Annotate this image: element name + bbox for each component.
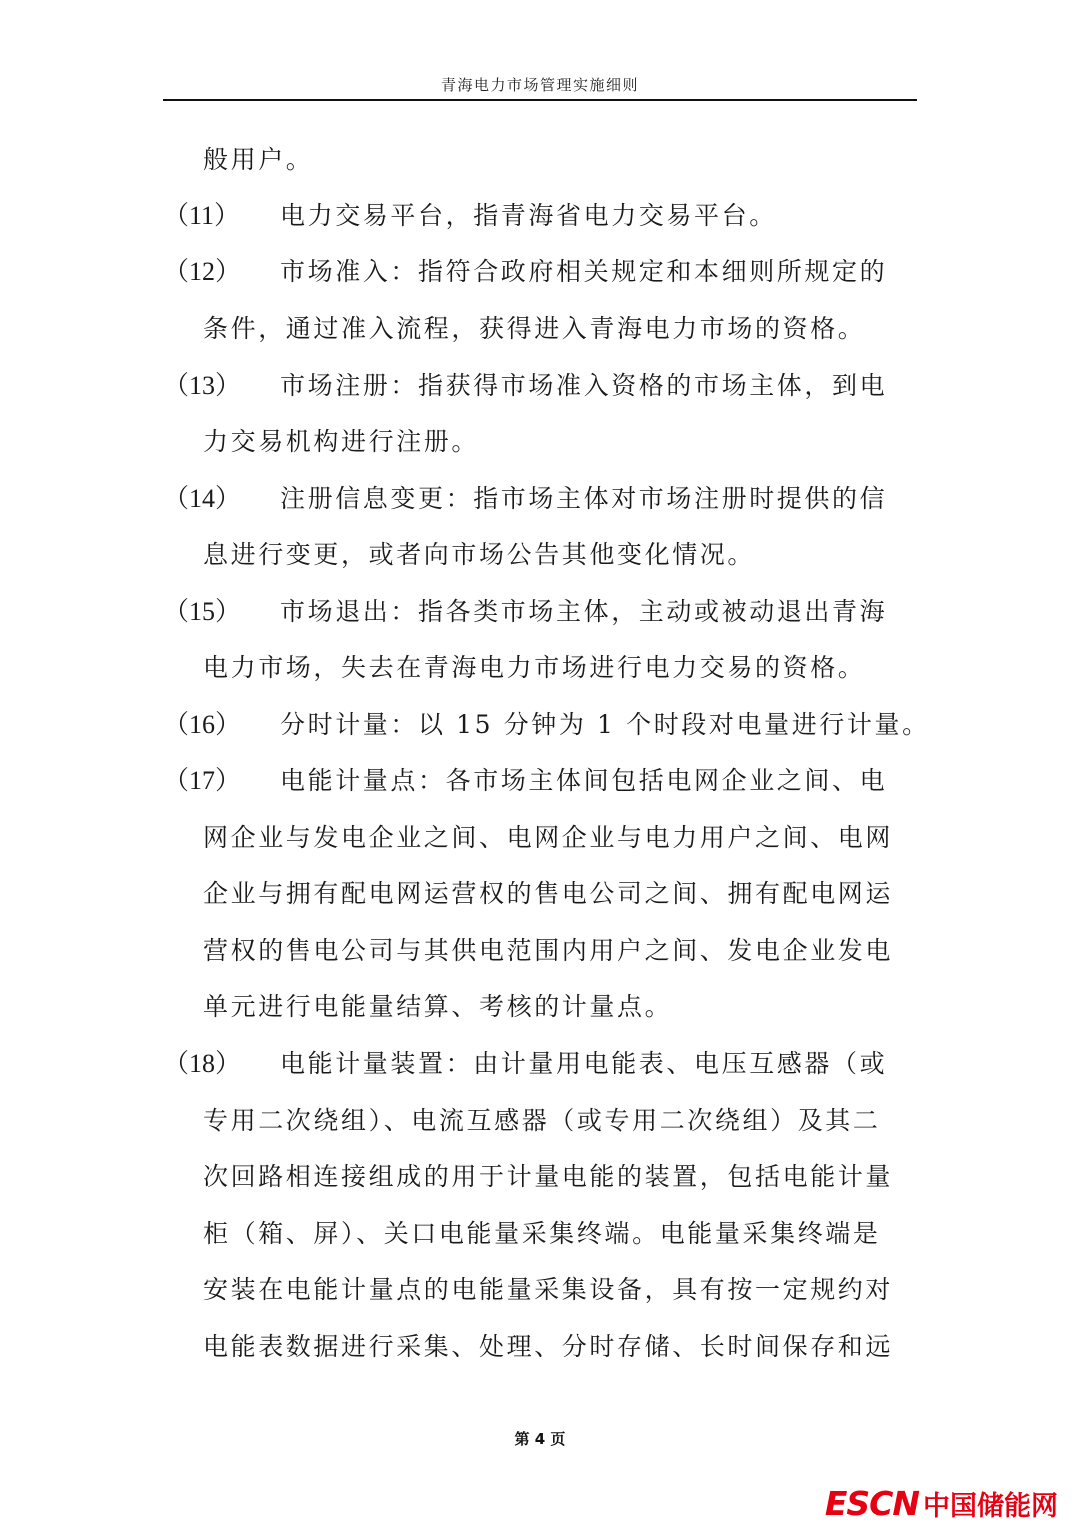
list-item-15-cont: 电力市场，失去在青海电力市场进行电力交易的资格。 <box>203 653 866 682</box>
item-number: （12） <box>163 257 242 286</box>
list-item-14: （14） 注册信息变更：指市场主体对市场注册时提供的信 <box>163 479 887 519</box>
list-item-18-cont: 电能表数据进行采集、处理、分时存储、长时间保存和远 <box>203 1332 894 1361</box>
list-item-18-cont: 安装在电能计量点的电能量采集设备，具有按一定规约对 <box>203 1275 894 1304</box>
list-item-18: （18） 电能计量装置：由计量用电能表、电压互感器（或 <box>163 1044 887 1084</box>
continuation-line: 般用户。 <box>203 145 314 174</box>
list-item-17-cont: 企业与拥有配电网运营权的售电公司之间、拥有配电网运 <box>203 879 894 908</box>
item-number: （13） <box>163 371 242 400</box>
item-number: （17） <box>163 766 242 795</box>
page-header-title: 青海电力市场管理实施细则 <box>440 76 639 94</box>
list-item-15: （15） 市场退出：指各类市场主体，主动或被动退出青海 <box>163 592 887 632</box>
list-item-18-cont: 柜（箱、屏）、关口电能量采集终端。电能量采集终端是 <box>203 1219 881 1248</box>
list-item-12: （12） 市场准入：指符合政府相关规定和本细则所规定的 <box>163 252 887 292</box>
list-item-13-cont: 力交易机构进行注册。 <box>203 427 480 456</box>
list-item-16: （16） 分时计量：以 15 分钟为 1 个时段对电量进行计量。 <box>163 705 930 745</box>
watermark-name: 中国储能网 <box>923 1491 1058 1522</box>
item-number: （11） <box>163 201 241 230</box>
item-number: （18） <box>163 1049 242 1078</box>
list-item-18-cont: 专用二次绕组）、电流互感器（或专用二次绕组）及其二 <box>203 1106 881 1135</box>
list-item-14-cont: 息进行变更，或者向市场公告其他变化情况。 <box>203 540 756 569</box>
watermark-logo <box>825 1486 1058 1528</box>
list-item-17: （17） 电能计量点：各市场主体间包括电网企业之间、电 <box>163 761 887 801</box>
page-number: 第 4 页 <box>514 1430 566 1448</box>
header-rule <box>163 99 917 101</box>
watermark-brand: ESCN <box>824 1484 919 1523</box>
item-number: （15） <box>163 597 242 626</box>
list-item-13: （13） 市场注册：指获得市场准入资格的市场主体，到电 <box>163 366 887 406</box>
list-item-12-cont: 条件，通过准入流程，获得进入青海电力市场的资格。 <box>203 314 866 343</box>
list-item-11: （11） 电力交易平台，指青海省电力交易平台。 <box>163 196 777 236</box>
item-number: （16） <box>163 710 242 739</box>
item-number: （14） <box>163 484 242 513</box>
list-item-18-cont: 次回路相连接组成的用于计量电能的装置，包括电能计量 <box>203 1162 894 1191</box>
list-item-17-cont: 单元进行电能量结算、考核的计量点。 <box>203 992 673 1021</box>
list-item-17-cont: 网企业与发电企业之间、电网企业与电力用户之间、电网 <box>203 823 894 852</box>
list-item-17-cont: 营权的售电公司与其供电范围内用户之间、发电企业发电 <box>203 936 894 965</box>
